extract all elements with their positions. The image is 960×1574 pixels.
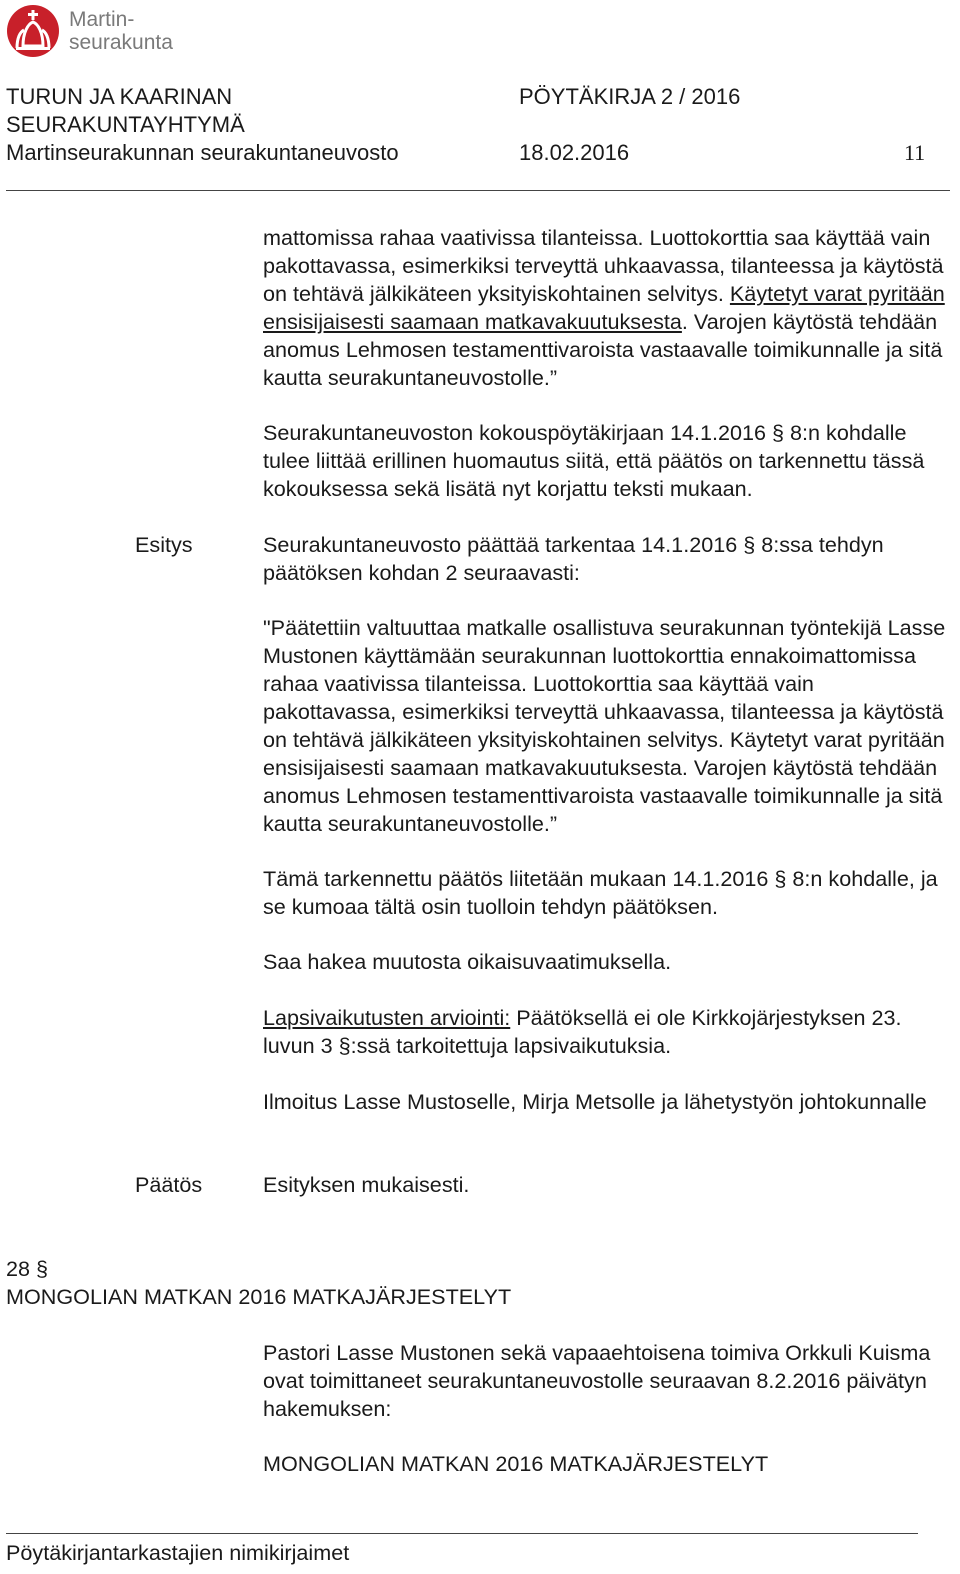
paragraph-amended-decision: Tämä tarkennettu päätös liitetään mukaan 14.1.2016 § 8:n kohdalle, ja se kumoaa tältä osin tuolloin tehdyn päätöksen.: [263, 866, 938, 919]
paragraph-appeal: Saa hakea muutosta oikaisuvaatimuksella.: [263, 949, 672, 974]
section-title: MONGOLIAN MATKAN 2016 MATKAJÄRJESTELYT: [6, 1284, 512, 1309]
logo-wordmark: [69, 8, 173, 54]
child-impact-label: Lapsivaikutusten arviointi:: [263, 1005, 511, 1030]
logo-line-1: Martin-: [69, 8, 135, 31]
section-number: 28 §: [6, 1256, 49, 1281]
church-seal-icon: [6, 4, 60, 58]
esitys-label: Esitys: [135, 532, 193, 557]
martinseurakunta-logo: [6, 4, 206, 60]
paragraph-continuation-text-a: mattomissa rahaa vaativissa tilanteissa. Luottokorttia saa käyttää vain pakottavassa, esimerkiksi terveyttä uhkaavassa, tilanteessa ja käytöstä on tehtävä jälkikäteen yksityiskohtainen selvitys.: [263, 225, 944, 306]
section-paragraph-application: Pastori Lasse Mustonen sekä vapaaehtoisena toimiva Orkkuli Kuisma ovat toimittaneet seurakuntaneuvostolle seuraavan 8.2.2016 päivätyn hakemuksen:: [263, 1340, 931, 1421]
paragraph-minutes-note: Seurakuntaneuvoston kokouspöytäkirjaan 14.1.2016 § 8:n kohdalle tulee liittää erillinen huomautus siitä, että päätös on tarkennettu tässä kokouksessa sekä lisätä nyt korjattu teksti mukaan.: [263, 420, 925, 501]
page-number: 11: [904, 140, 926, 165]
paragraph-decision: Esityksen mukaisesti.: [263, 1172, 470, 1197]
paragraph-notification: Ilmoitus Lasse Mustoselle, Mirja Metsolle ja lähetystyön johtokunnalle: [263, 1089, 927, 1114]
paragraph-proposal: Seurakuntaneuvosto päättää tarkentaa 14.1.2016 § 8:ssa tehdyn päätöksen kohdan 2 seuraavasti:: [263, 532, 884, 585]
paragraph-child-impact: [263, 1004, 953, 1060]
paatos-label: Päätös: [135, 1172, 203, 1197]
section-paragraph-heading: MONGOLIAN MATKAN 2016 MATKAJÄRJESTELYT: [263, 1451, 769, 1476]
org-name-line-1: TURUN JA KAARINAN: [6, 84, 233, 109]
council-name: Martinseurakunnan seurakuntaneuvosto: [6, 140, 399, 165]
logo-line-2: seurakunta: [69, 31, 173, 54]
document-date: 18.02.2016: [519, 140, 630, 165]
paragraph-continuation-text-b: . Varojen käytöstä tehdään anomus Lehmosen testamenttivaroista vastaavalle toimikunnalle ja sitä kautta seurakuntaneuvostolle.”: [263, 309, 943, 390]
paragraph-continuation: [263, 224, 953, 392]
header-divider: [6, 190, 950, 191]
org-name-line-2: SEURAKUNTAYHTYMÄ: [6, 112, 245, 137]
paragraph-quoted-decision: "Päätettiin valtuuttaa matkalle osallistuva seurakunnan työntekijä Lasse Mustonen käyttämään seurakunnan luottokorttia ennakoimattomissa rahaa vaativissa tilanteissa. Luottokorttia saa käyttää vain pakottavassa, esimerkiksi terveyttä uhkaavassa, tilanteessa ja käytöstä on tehtävä jälkikäteen yksityiskohtainen selvitys. Käytetyt varat pyritään ensisijaisesti saamaan matkavakuutuksesta. Varojen käytöstä tehdään anomus Lehmosen testamenttivaroista vastaavalle toimikunnalle ja sitä kautta seurakuntaneuvostolle.”: [263, 615, 946, 836]
footer-initials-label: Pöytäkirjantarkastajien nimikirjaimet: [6, 1540, 350, 1565]
underlined-sentence: Käytetyt varat pyritään ensisijaisesti saamaan matkavakuutuksesta: [263, 281, 945, 334]
document-title: PÖYTÄKIRJA 2 / 2016: [519, 84, 741, 109]
footer-divider: [6, 1533, 918, 1534]
child-impact-text: Päätöksellä ei ole Kirkkojärjestyksen 23. luvun 3 §:ssä tarkoitettuja lapsivaikutuksia.: [263, 1005, 902, 1058]
